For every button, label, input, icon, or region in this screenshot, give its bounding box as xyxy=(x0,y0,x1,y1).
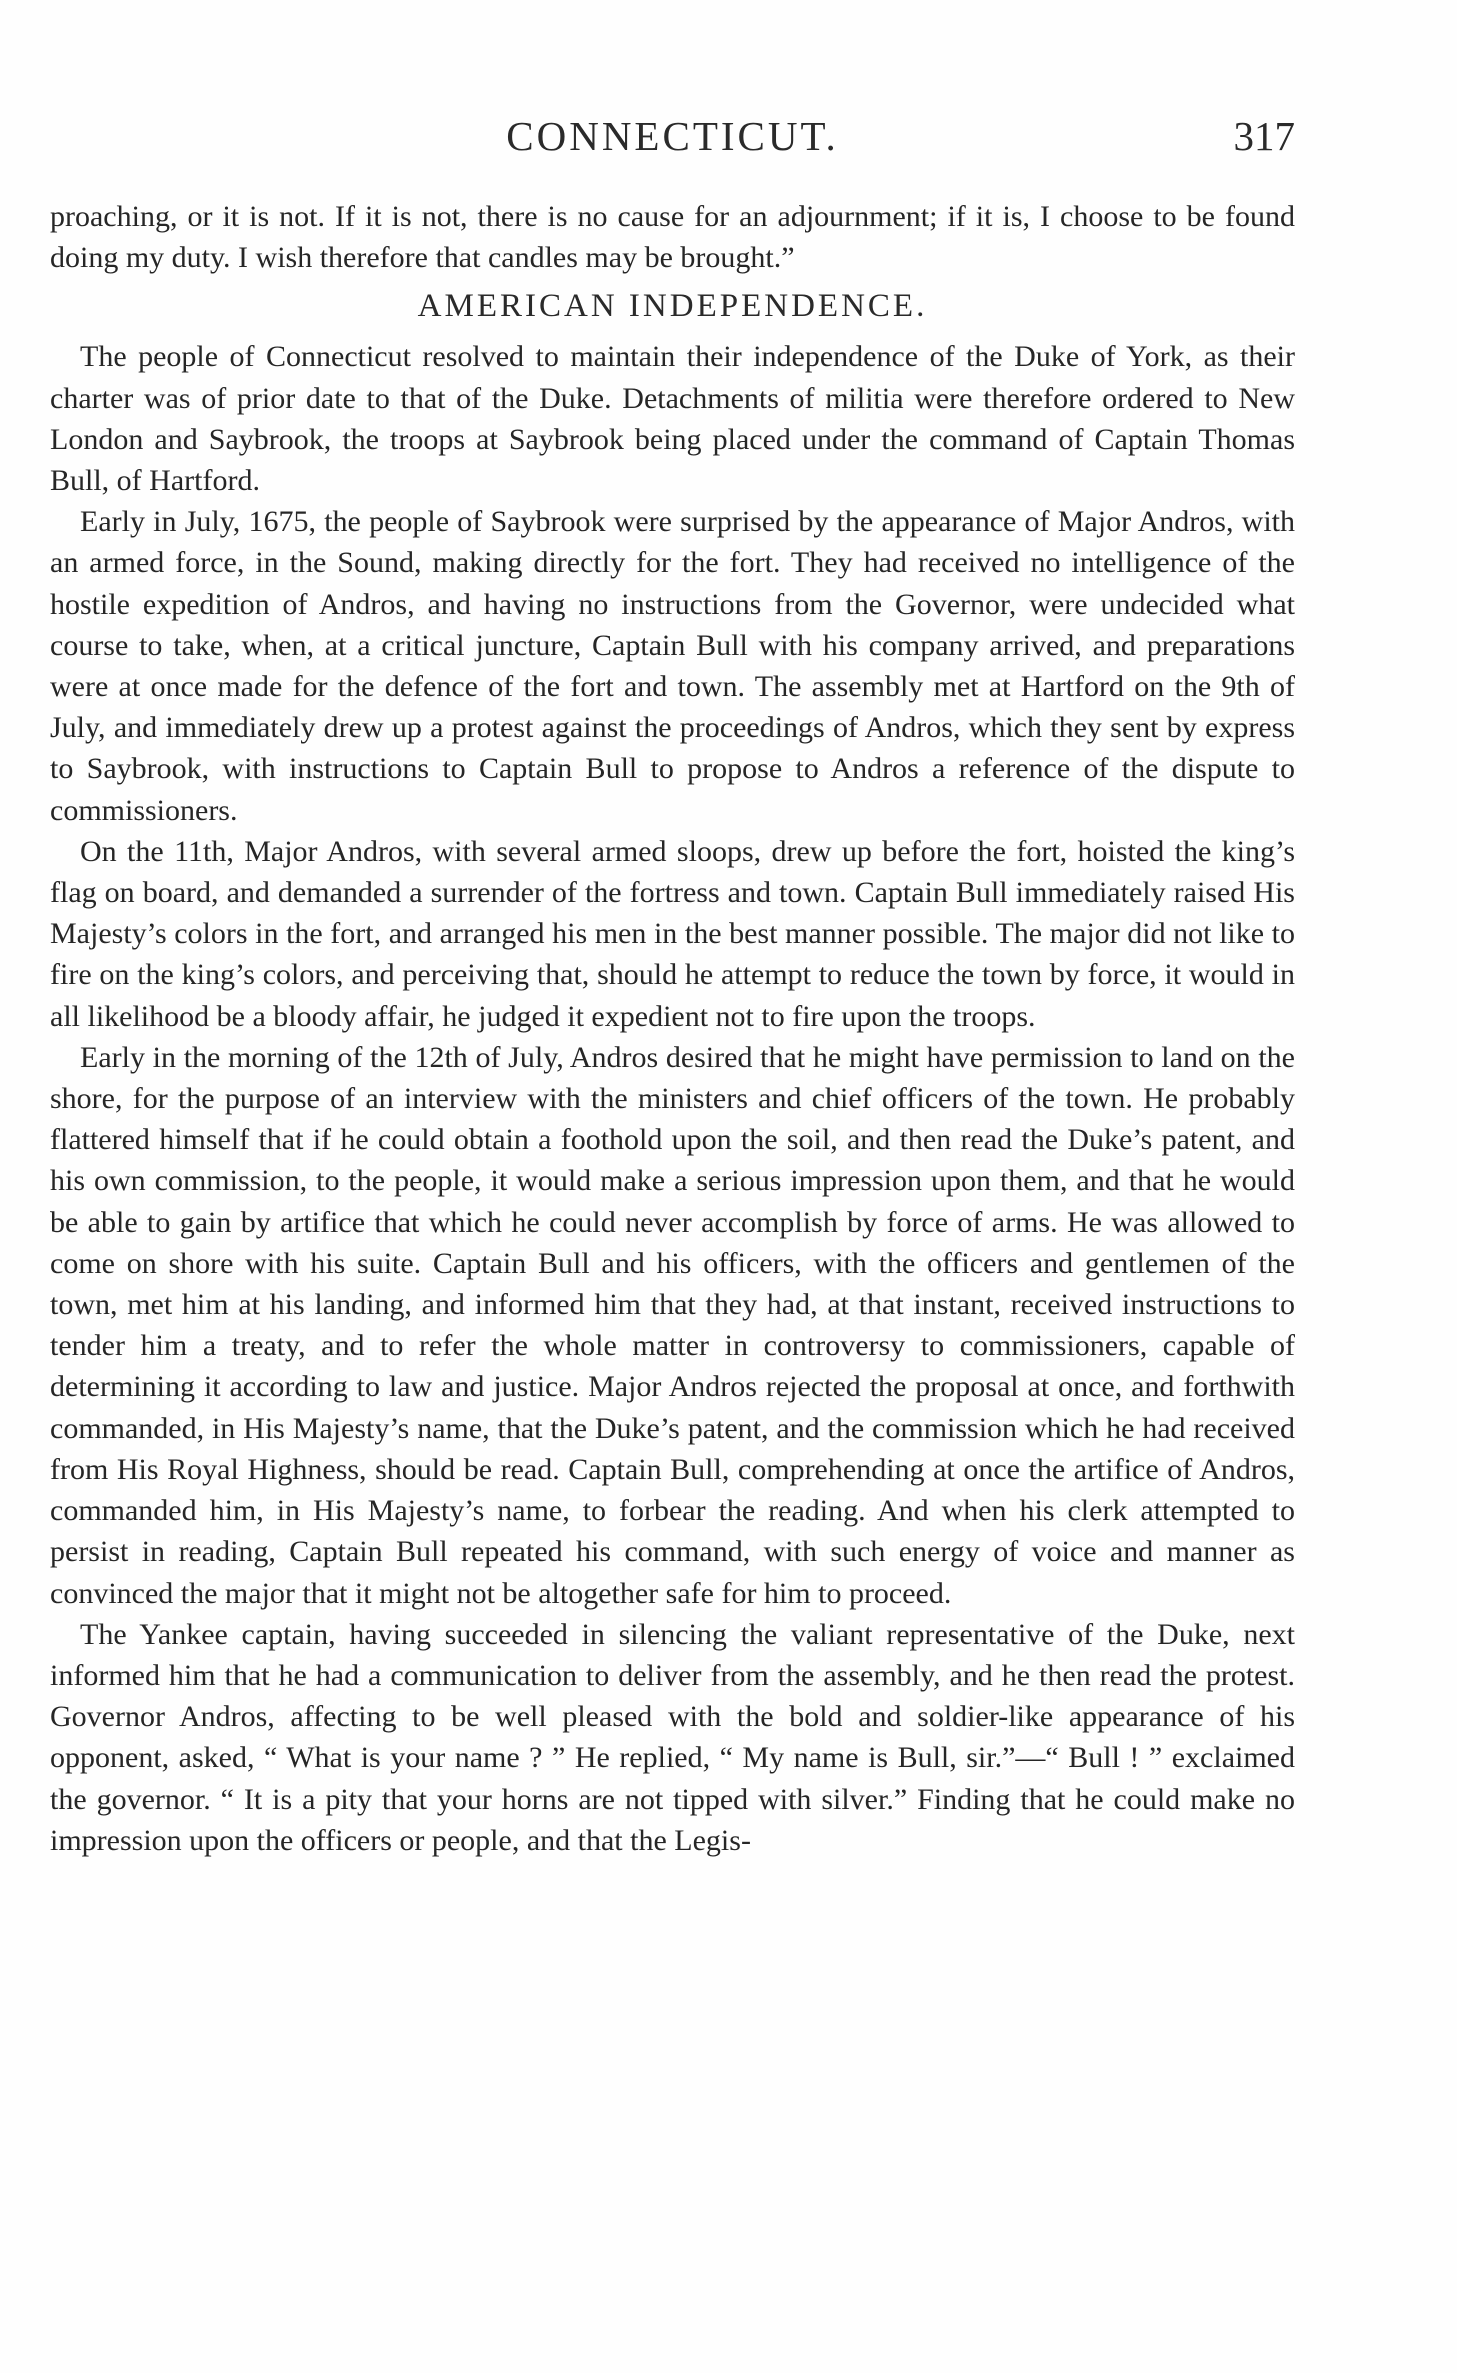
paragraph-yankee-captain: The Yankee captain, having succeeded in silencing the valiant representative of the Duke, next informed him that he had a communication to deliver from the assembly, and he then read the protest. Governor Andros, affecting to be well pleased with the bold and soldier-like appearance of his opponent, asked, “ What is your name ? ” He replied, “ My name is Bull, sir.”—“ Bull ! ” exclaimed the governor. “ It is a pity that your horns are not tipped with silver.” Finding that he could make no impression upon the officers or people, and that the Legis- xyxy=(50,1617,1295,1857)
paragraph-surrender-demand: On the 11th, Major Andros, with several armed sloops, drew up before the fort, hoisted the king’s flag on board, and demanded a surrender of the fortress and town. Captain Bull immediately raised His Majesty’s colors in the fort, and arranged his men in the best manner possible. The major did not like to fire on the king’s colors, and perceiving that, should he attempt to reduce the town by force, it would in all likelihood be a bloody affair, he judged it expedient not to fire upon the troops. xyxy=(50,834,1295,1033)
section-heading: AMERICAN INDEPENDENCE. xyxy=(417,288,928,325)
paragraph-charter: The people of Connecticut resolved to maintain their independence of the Duke of York, as their charter was of prior date to that of the Duke. Detachments of militia were therefore ordered to New London and Saybrook, the troops at Saybrook being placed under the command of Captain Thomas Bull, of Hartford. xyxy=(50,340,1295,498)
body-text xyxy=(50,196,1295,1861)
continued-paragraph: proaching, or it is not. If it is not, there is no cause for an adjournment; if it is, I choose to be found doing my duty. I wish therefore that candles may be brought.” xyxy=(50,200,1295,275)
paragraph-landing-interview: Early in the morning of the 12th of July, Andros desired that he might have permission to land on the shore, for the purpose of an interview with the ministers and chief officers of the town. He probably flattered himself that if he could obtain a foothold upon the soil, and then read the Duke’s patent, and his own commission, to the people, it would make a serious impression upon them, and that he would be able to gain by artifice that which he could never accomplish by force of arms. He was allowed to come on shore with his suite. Captain Bull and his officers, with the officers and gentlemen of the town, met him at his landing, and informed him that they had, at that instant, received instructions to tender him a treaty, and to refer the whole matter in controversy to commissioners, capable of determining it according to law and justice. Major Andros rejected the proposal at once, and forthwith commanded, in His Majesty’s name, that the Duke’s patent, and the commission which he had received from His Royal Highness, should be read. Captain Bull, comprehending at once the artifice of Andros, commanded him, in His Majesty’s name, to forbear the reading. And when his clerk attempted to persist in reading, Captain Bull repeated his command, with such energy of voice and manner as convinced the major that it might not be altogether safe for him to proceed. xyxy=(50,1040,1295,1610)
page-number: 317 xyxy=(1233,113,1295,159)
running-head xyxy=(50,112,1295,172)
paragraph-andros-arrival: Early in July, 1675, the people of Saybrook were surprised by the appearance of Major Andros, with an armed force, in the Sound, making directly for the fort. They had received no intelligence of the hostile expedition of Andros, and having no instructions from the Governor, were undecided what course to take, when, at a critical juncture, Captain Bull with his company arrived, and preparations were at once made for the defence of the fort and town. The assembly met at Hartford on the 9th of July, and immediately drew up a protest against the proceedings of Andros, which they sent by express to Saybrook, with instructions to Captain Bull to propose to Andros a reference of the dispute to commissioners. xyxy=(50,505,1295,827)
running-title: CONNECTICUT. xyxy=(506,113,839,159)
